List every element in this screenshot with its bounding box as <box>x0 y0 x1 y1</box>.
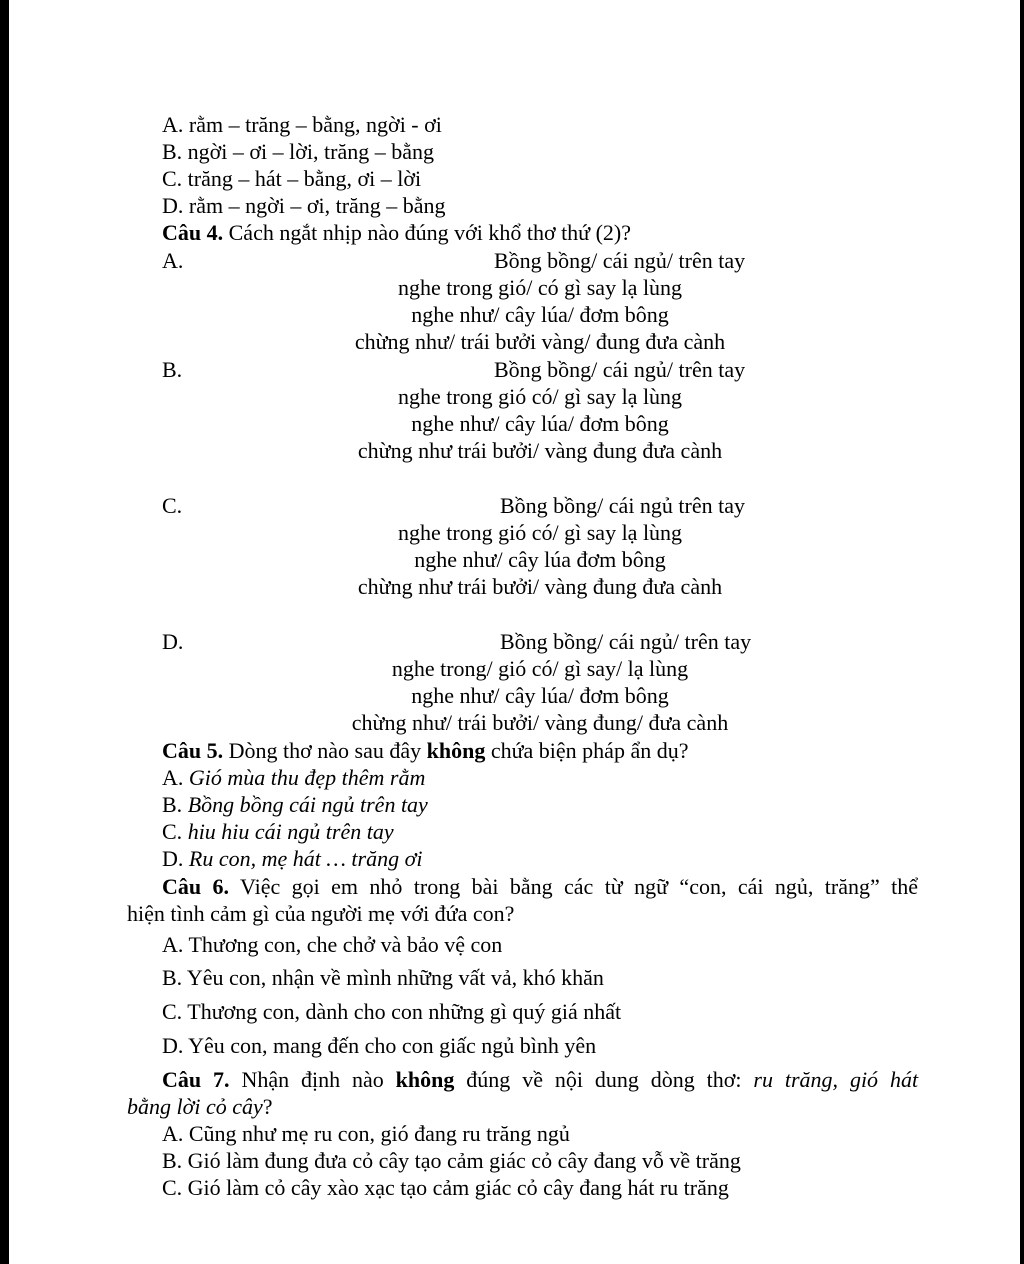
q7-option-c: C. Gió làm cỏ cây xào xạc tạo cảm giác cỏ cây đang hát ru trăng <box>162 1175 729 1200</box>
q4-option-c-line-3: nghe như/ cây lúa đơm bông <box>414 547 666 572</box>
q6-question-line-1 <box>162 874 918 900</box>
q5-option-c-text: hiu hiu cái ngủ trên tay <box>187 819 394 844</box>
q6-option-b: B. Yêu con, nhận về mình những vất vả, khó khăn <box>162 965 604 990</box>
q5-bold-word: không <box>426 738 486 763</box>
q4-option-b-line-4: chừng như trái bưởi/ vàng đung đưa cành <box>357 438 723 463</box>
q4-option-d-line-3: nghe như/ cây lúa/ đơm bông <box>411 683 669 708</box>
q7-bold-word: không <box>395 1067 455 1092</box>
q5-option-b <box>162 792 428 818</box>
q7-end-mark: ? <box>262 1094 273 1119</box>
q7-text-before: Nhận định nào <box>241 1067 384 1092</box>
q4-option-c-line-1: Bồng bồng/ cái ngủ trên tay <box>500 493 746 518</box>
q4-option-d-line-2: nghe trong/ gió có/ gì say/ lạ lùng <box>391 656 689 681</box>
q4-option-a-line-2: nghe trong gió/ có gì say lạ lùng <box>397 275 683 300</box>
q4-option-a-letter: A. <box>162 248 184 273</box>
q5-label: Câu 5. <box>162 738 224 763</box>
q5-option-c-letter: C. <box>162 819 183 844</box>
q4-option-b-line-2: nghe trong gió có/ gì say lạ lùng <box>397 384 683 409</box>
q5-question <box>162 738 688 764</box>
q7-option-b: B. Gió làm đung đưa cỏ cây tạo cảm giác cỏ cây đang vỗ về trăng <box>162 1148 741 1173</box>
q7-quote-part-1: ru trăng, gió hát <box>753 1067 919 1092</box>
q4-option-c-line-2: nghe trong gió có/ gì say lạ lùng <box>397 520 683 545</box>
q4-option-b-line-1: Bồng bồng/ cái ngủ/ trên tay <box>494 357 746 382</box>
q7-question-line-2 <box>127 1094 273 1120</box>
q5-option-c <box>162 819 394 845</box>
q4-text: Cách ngắt nhịp nào đúng với khổ thơ thứ (2)? <box>228 220 632 245</box>
q5-option-d-letter: D. <box>162 846 184 871</box>
q6-label: Câu 6. <box>162 874 230 899</box>
q5-option-a <box>162 765 425 791</box>
q5-text-after: chứa biện pháp ẩn dụ? <box>490 738 689 763</box>
q4-option-d-line-1: Bồng bồng/ cái ngủ/ trên tay <box>500 629 752 654</box>
q6-option-c: C. Thương con, dành cho con những gì quý giá nhất <box>162 999 622 1024</box>
q5-text-before: Dòng thơ nào sau đây <box>228 738 422 763</box>
q5-option-a-text: Gió mùa thu đẹp thêm rằm <box>188 765 426 790</box>
q4-option-c-letter: C. <box>162 493 183 518</box>
q6-question-line-2: hiện tình cảm gì của người mẹ với đứa con? <box>127 901 515 926</box>
q4-label: Câu 4. <box>162 220 224 245</box>
q4-option-b-letter: B. <box>162 357 183 382</box>
q4-option-d-line-4: chừng như/ trái bưởi/ vàng đung/ đưa cành <box>351 710 729 735</box>
q4-option-a-line-1: Bồng bồng/ cái ngủ/ trên tay <box>494 248 746 273</box>
q7-question-line-1 <box>162 1067 918 1093</box>
q3-option-d: D. rằm – ngời – ơi, trăng – bằng <box>162 193 446 218</box>
q3-option-b: B. ngời – ơi – lời, trăng – bằng <box>162 139 434 164</box>
q7-quote-part-2: bằng lời cỏ cây <box>127 1094 263 1119</box>
q6-option-a: A. Thương con, che chở và bảo vệ con <box>162 932 503 957</box>
q4-option-b-line-3: nghe như/ cây lúa/ đơm bông <box>411 411 669 436</box>
q4-question <box>162 220 631 246</box>
q7-text-after: đúng về nội dung dòng thơ: <box>466 1067 742 1092</box>
q5-option-d <box>162 846 422 872</box>
q7-option-a: A. Cũng như mẹ ru con, gió đang ru trăng ngủ <box>162 1121 570 1146</box>
q6-option-d: D. Yêu con, mang đến cho con giấc ngủ bình yên <box>162 1033 597 1058</box>
q3-option-a: A. rằm – trăng – bằng, ngời - ơi <box>162 112 442 137</box>
q7-label: Câu 7. <box>162 1067 230 1092</box>
q5-option-d-text: Ru con, mẹ hát … trăng ơi <box>188 846 423 871</box>
q5-option-b-letter: B. <box>162 792 183 817</box>
q4-option-a-line-3: nghe như/ cây lúa/ đơm bông <box>411 302 669 327</box>
q6-text-line-1: Việc gọi em nhỏ trong bài bằng các từ ngữ “con, cái ngủ, trăng” thể <box>240 874 919 899</box>
q5-option-b-text: Bồng bồng cái ngủ trên tay <box>187 792 428 817</box>
q4-option-c-line-4: chừng như trái bưởi/ vàng đung đưa cành <box>357 574 723 599</box>
q3-option-c: C. trăng – hát – bằng, ơi – lời <box>162 166 422 191</box>
q5-option-a-letter: A. <box>162 765 184 790</box>
q4-option-d-letter: D. <box>162 629 184 654</box>
q4-option-a-line-4: chừng như/ trái bưởi vàng/ đung đưa cành <box>354 329 726 354</box>
